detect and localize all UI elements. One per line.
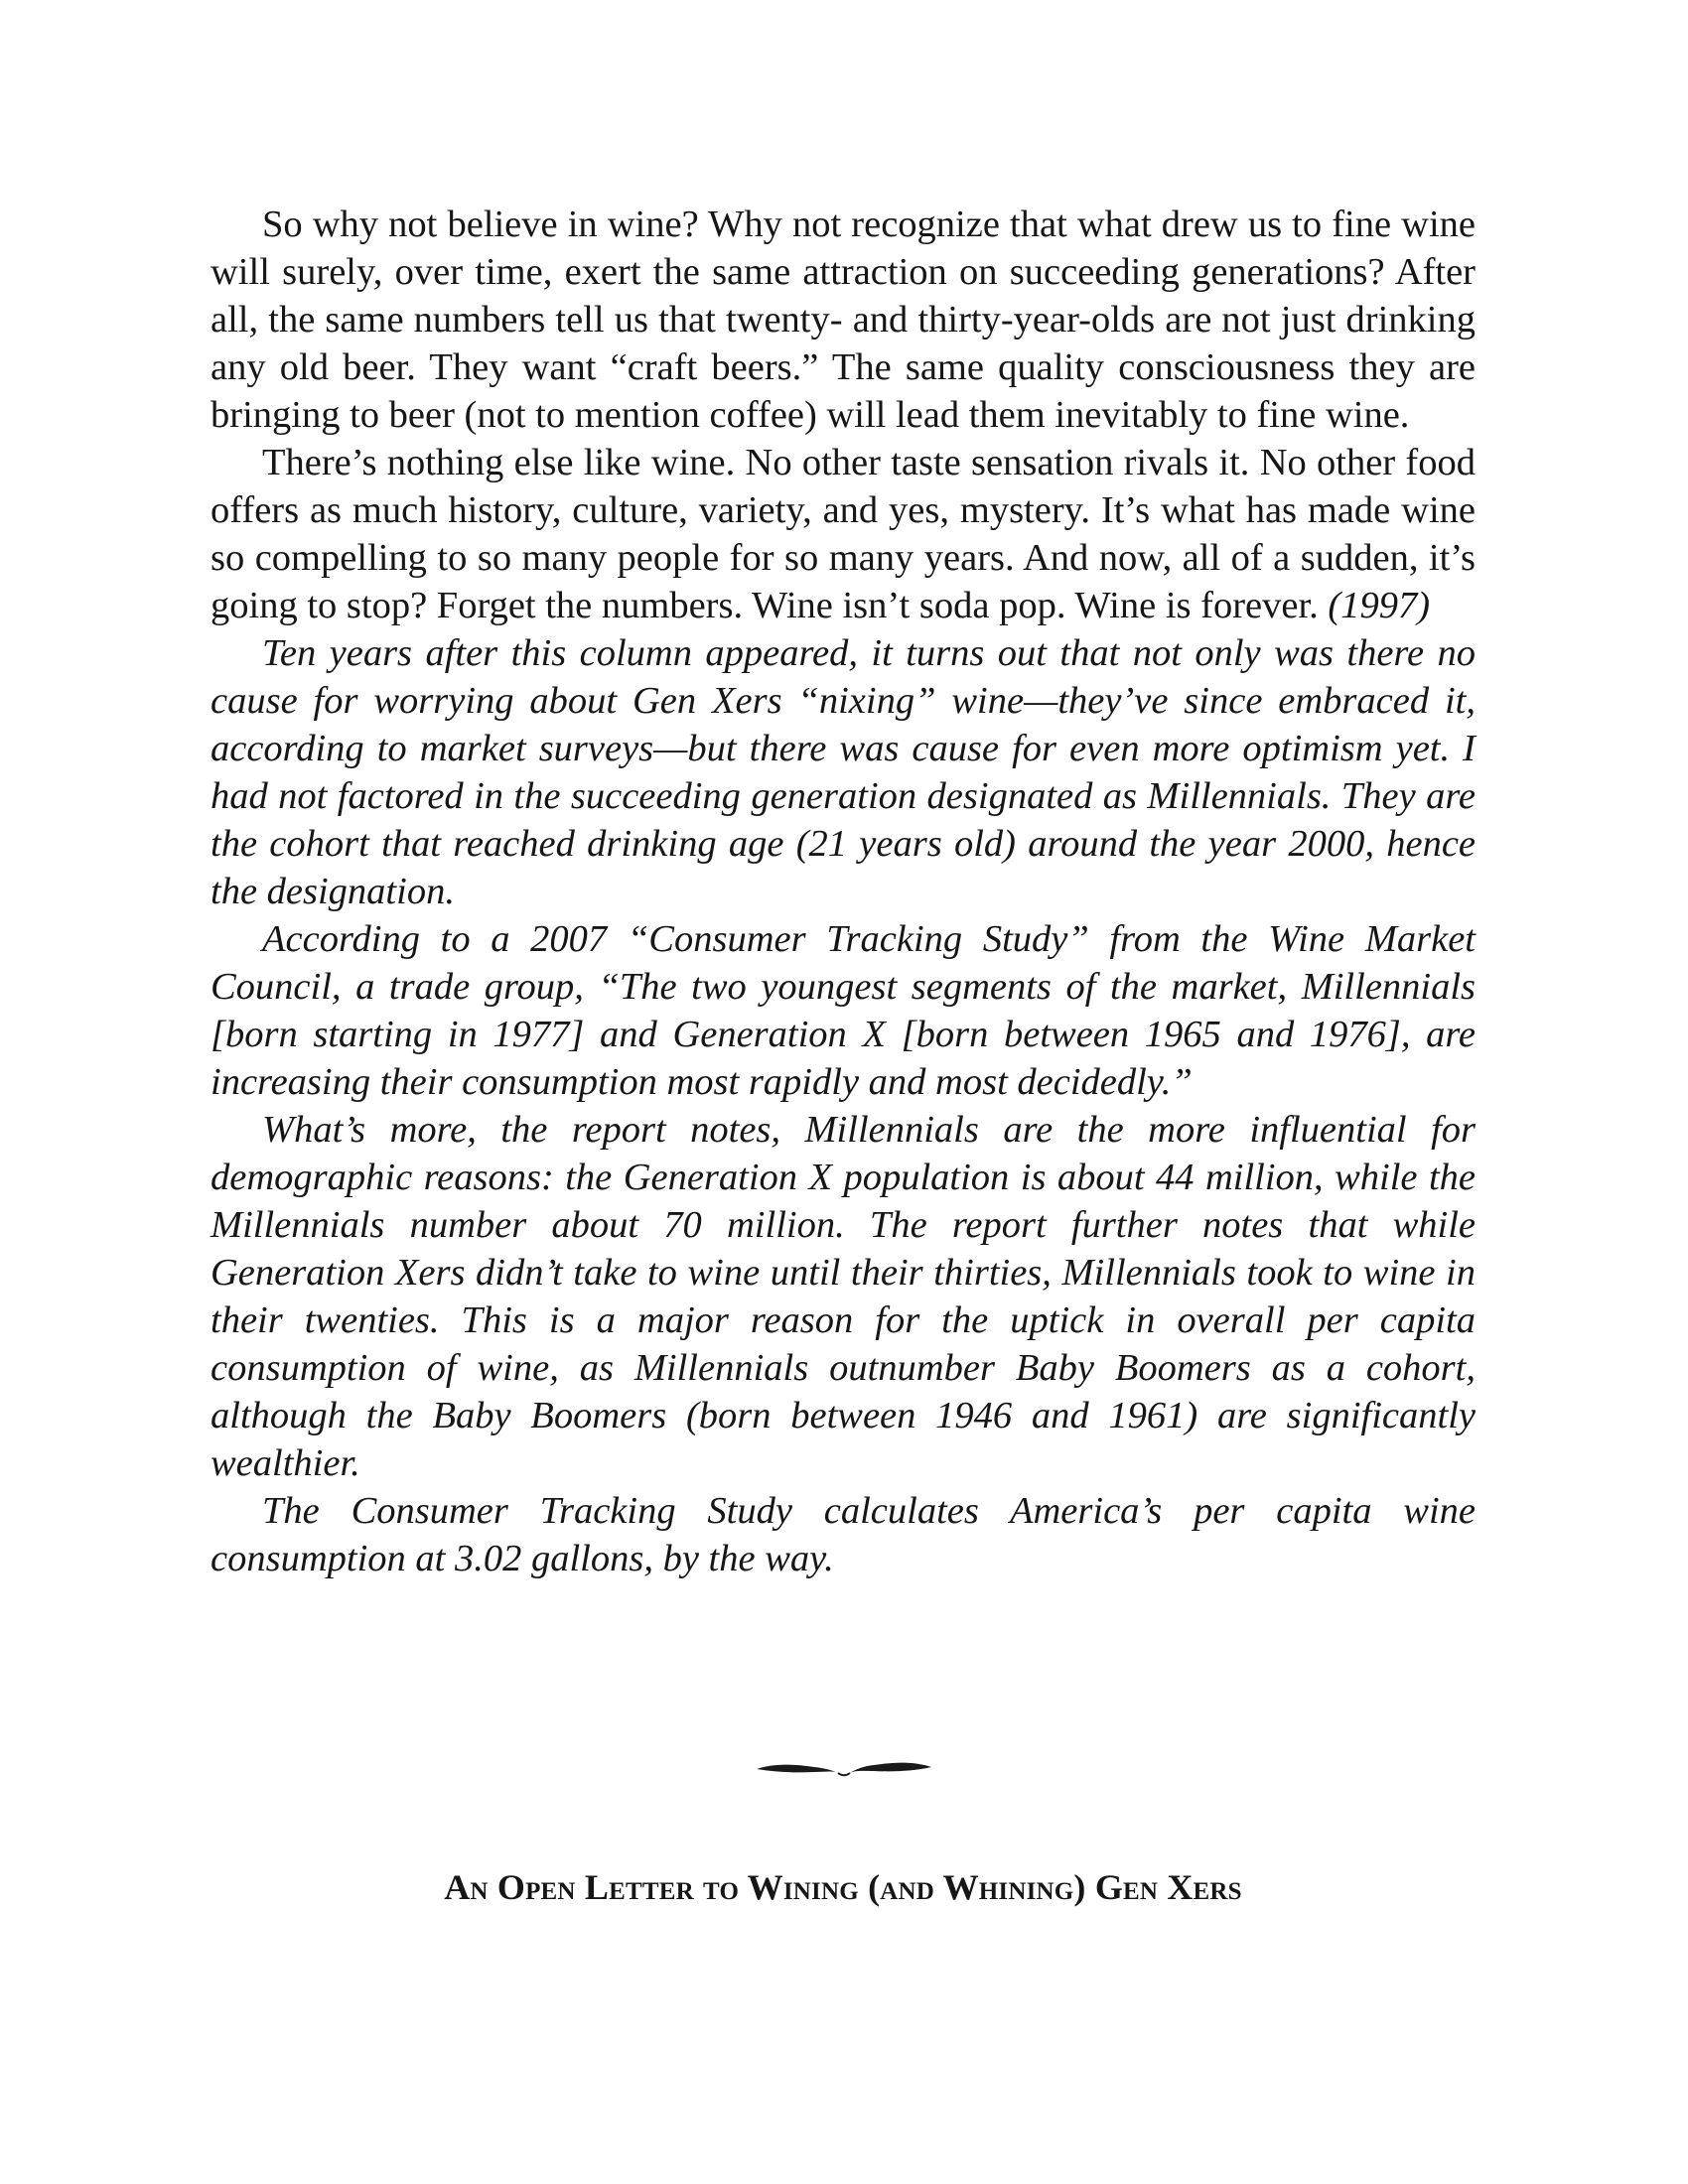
column-year: (1997): [1328, 585, 1431, 626]
paragraph-ten-years-after: Ten years after this column appeared, it turns out that not only was there no cause for worrying about Gen Xers “nixing” wine—they’ve since embraced it, according to market surveys—but there was cause for even more optimism yet. I had not factored in the succeeding generation designated as Millennials. They are the cohort that reached drinking age (21 years old) around the year 2000, hence the designation.: [211, 632, 1476, 912]
ornamental-divider-icon: [755, 1755, 933, 1781]
paragraph-per-capita: The Consumer Tracking Study calculates America’s per capita wine consumption at 3.02 gallons, by the way.: [211, 1490, 1476, 1579]
paragraph-whats-more: What’s more, the report notes, Millennials are the more influential for demographic reasons: the Generation X population is about 44 million, while the Millennials number about 70 million. The report further notes that while Generation Xers didn’t take to wine until their thirties, Millennials took to wine in their twenties. This is a major reason for the uptick in overall per capita consumption of wine, as Millennials outnumber Baby Boomers as a cohort, although the Baby Boomers (born between 1946 and 1961) are significantly wealthier.: [211, 1109, 1476, 1484]
section-heading: An Open Letter to Wining (and Whining) Gen Xers: [444, 1867, 1242, 1907]
paragraph-believe-in-wine: So why not believe in wine? Why not recognize that what drew us to fine wine will surely, over time, exert the same attraction on succeeding generations? After all, the same numbers tell us that twenty- and thirty-year-olds are not just drinking any old beer. They want “craft beers.” The same quality consciousness they are bringing to beer (not to mention coffee) will lead them inevitably to fine wine.: [211, 204, 1476, 436]
paragraph-nothing-like-wine: [211, 439, 1476, 629]
body-text: [211, 201, 1476, 1582]
paragraph-consumer-tracking-study: According to a 2007 “Consumer Tracking Study” from the Wine Market Council, a trade group, “The two youngest segments of the market, Millennials [born starting in 1977] and Generation X [born between 1965 and 1976], are increasing their consumption most rapidly and most decidedly.”: [211, 918, 1476, 1103]
paragraph-nothing-like-wine-text: There’s nothing else like wine. No other taste sensation rivals it. No other food offers as much history, culture, variety, and yes, mystery. It’s what has made wine so compelling to so many people for so many years. And now, all of a sudden, it’s going to stop? Forget the numbers. Wine isn’t soda pop. Wine is forever.: [211, 442, 1476, 626]
